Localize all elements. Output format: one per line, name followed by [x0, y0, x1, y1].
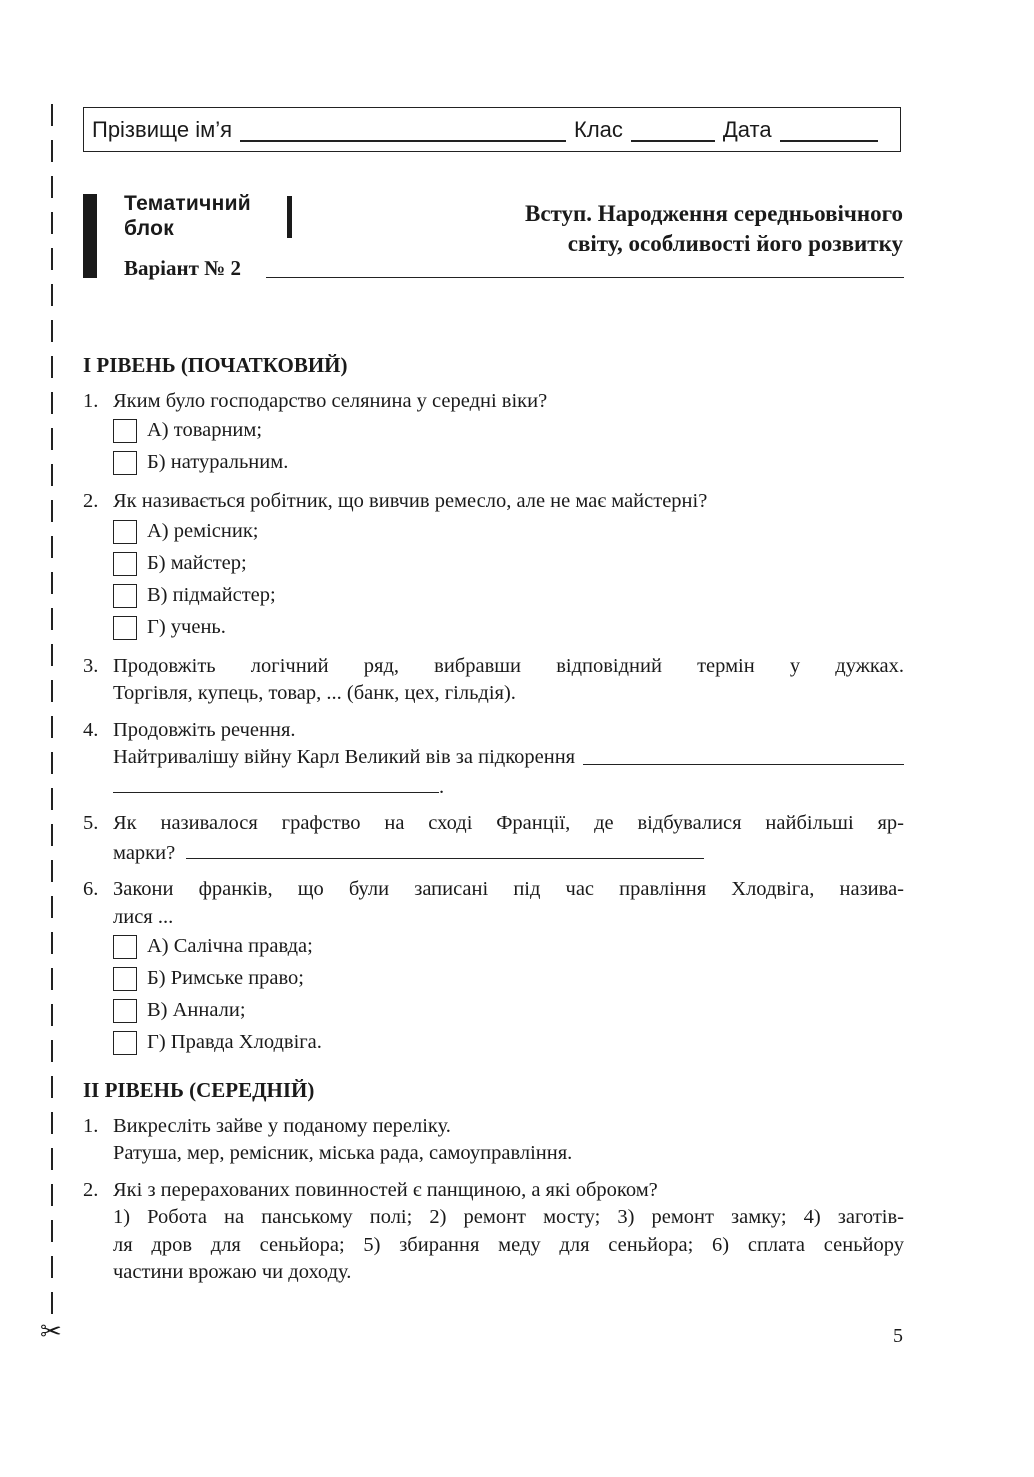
option-c	[113, 995, 904, 1027]
option-b	[113, 447, 904, 479]
option-label: Г) Правда Хлодвіга.	[147, 1031, 322, 1054]
option-b	[113, 963, 904, 995]
name-label: Прізвище ім’я	[92, 116, 233, 142]
option-label: В) підмайстер;	[147, 583, 276, 606]
cut-line	[51, 104, 53, 1314]
question-text-line2: марки?	[113, 841, 176, 864]
question-number: 2.	[83, 490, 99, 512]
topic-title	[423, 199, 903, 259]
question-text: Яким було господарство селянина у середні віки?	[113, 389, 548, 412]
question-number: 3.	[83, 654, 99, 677]
checkbox[interactable]	[113, 451, 137, 475]
question-number: 1.	[83, 389, 99, 412]
level1-heading: І РІВЕНЬ (ПОЧАТКОВИЙ)	[83, 353, 348, 377]
answer-line[interactable]	[113, 772, 439, 793]
student-info-box	[83, 107, 901, 152]
question-1-5	[83, 810, 904, 867]
checkbox[interactable]	[113, 999, 137, 1023]
scissors-icon: ✂	[40, 1316, 62, 1346]
question-text: Продовжіть логічний ряд, вибравши відповідний термін у дужках.	[113, 654, 904, 677]
duties-list-line3: частини врожаю чи доходу.	[113, 1261, 352, 1283]
checkbox[interactable]	[113, 552, 137, 576]
question-1-6	[83, 876, 904, 1059]
level2-heading: ІІ РІВЕНЬ (СЕРЕДНІЙ)	[83, 1078, 315, 1102]
question-text-line2: Ратуша, мер, ремісник, міська рада, самоуправління.	[113, 1142, 573, 1164]
name-field[interactable]	[240, 118, 566, 142]
block-bar	[83, 194, 97, 278]
question-1-2	[83, 488, 904, 644]
question-2-2	[83, 1177, 904, 1287]
answer-line[interactable]	[583, 744, 904, 765]
checkbox[interactable]	[113, 967, 137, 991]
option-label: Б) Римське право;	[147, 967, 304, 990]
option-label: Б) майстер;	[147, 551, 247, 574]
checkbox[interactable]	[113, 1031, 137, 1055]
question-1-3	[83, 653, 904, 708]
option-c	[113, 580, 904, 612]
question-text: Як називається робітник, що вивчив ремесло, але не має майстерні?	[113, 490, 708, 512]
option-label: Г) учень.	[147, 615, 226, 638]
question-text: Викресліть зайве у поданому переліку.	[113, 1114, 451, 1137]
option-label: А) товарним;	[147, 419, 263, 442]
block-number-field	[287, 196, 292, 238]
option-label: А) Салічна правда;	[147, 935, 313, 958]
question-number: 6.	[83, 878, 99, 900]
option-d	[113, 612, 904, 644]
checkbox[interactable]	[113, 935, 137, 959]
topic-title-line2: світу, особливості його розвитку	[567, 231, 903, 256]
question-2-1	[83, 1113, 904, 1168]
question-text-line2: лися ...	[113, 905, 174, 928]
class-field[interactable]	[631, 118, 715, 142]
option-a	[113, 931, 904, 963]
block-label-line1: Тематичний	[124, 192, 252, 215]
question-text-line2: Найтривалішу війну Карл Великий вів за підкорення	[113, 746, 576, 768]
question-text: Як називалося графство на сході Франції, де відбувалися найбільші яр-	[113, 812, 904, 834]
question-number: 1.	[83, 1114, 99, 1137]
variant-label: Варіант № 2	[124, 256, 242, 280]
test-content	[83, 352, 904, 1296]
option-label: Б) натуральним.	[147, 451, 289, 474]
class-label: Клас	[574, 116, 623, 142]
question-number: 4.	[83, 718, 99, 741]
block-label	[124, 191, 251, 241]
option-d	[113, 1027, 904, 1059]
date-field[interactable]	[780, 118, 878, 142]
checkbox[interactable]	[113, 419, 137, 443]
question-text: Закони франків, що були записані під час правління Хлодвіга, назива-	[113, 878, 904, 900]
question-text-line2: Торгівля, купець, товар, ... (банк, цех, гільдія).	[113, 682, 516, 704]
option-a	[113, 415, 904, 447]
option-b	[113, 548, 904, 580]
checkbox[interactable]	[113, 584, 137, 608]
duties-list-line1: 1) Робота на панському полі; 2) ремонт мосту; 3) ремонт замку; 4) заготів-	[113, 1206, 904, 1228]
checkbox[interactable]	[113, 520, 137, 544]
question-number: 5.	[83, 812, 99, 834]
answer-line[interactable]	[186, 838, 704, 859]
question-number: 2.	[83, 1178, 99, 1201]
checkbox[interactable]	[113, 616, 137, 640]
question-1-4	[83, 717, 904, 802]
variant-line	[266, 277, 904, 278]
sentence-end: .	[439, 775, 445, 798]
question-text: Які з перерахованих повинностей є панщиною, а які оброком?	[113, 1178, 658, 1201]
page-number: 5	[893, 1325, 903, 1347]
question-1-1	[83, 388, 904, 480]
option-a	[113, 516, 904, 548]
date-label: Дата	[722, 116, 772, 142]
option-label: В) Аннали;	[147, 999, 246, 1022]
option-label: А) ремісник;	[147, 519, 259, 542]
duties-list-line2: ля дров для сеньйора; 5) збирання меду для сеньйора; 6) сплата сеньйору	[113, 1233, 904, 1256]
block-label-line2: блок	[124, 217, 175, 240]
question-text: Продовжіть речення.	[113, 718, 296, 741]
topic-title-line1: Вступ. Народження середньовічного	[524, 201, 903, 226]
